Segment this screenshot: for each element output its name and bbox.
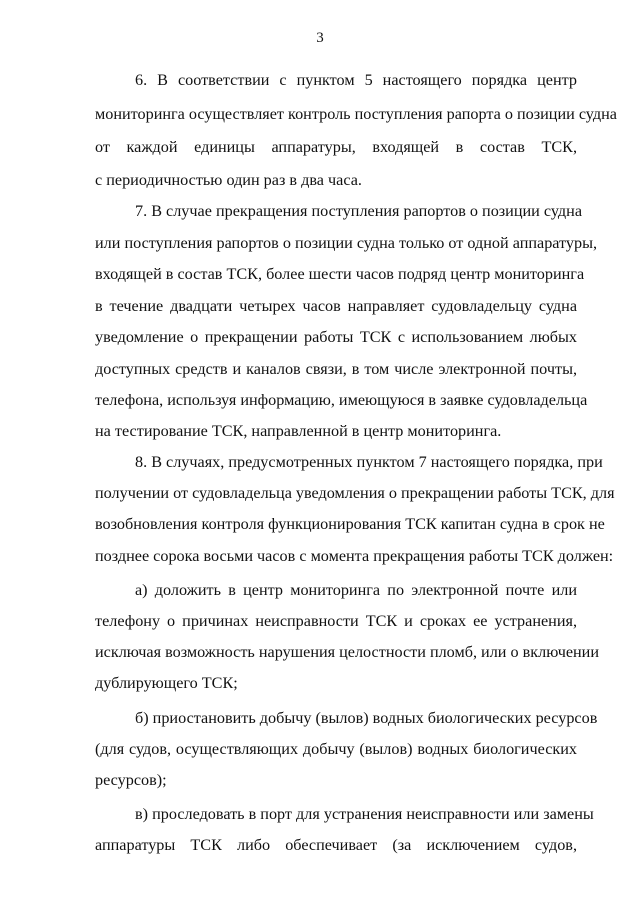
text-line: 8. В случаях, предусмотренных пунктом 7 настоящего порядка, при (135, 453, 603, 471)
text-line: получении от судовладельца уведомления о прекращении работы ТСК, для (95, 484, 615, 502)
text-line: б) приостановить добычу (вылов) водных биологических ресурсов (135, 709, 598, 727)
text-line: телефону о причинах неисправности ТСК и сроках ее устранения, (95, 612, 577, 630)
text-line: дублирующего ТСК; (95, 674, 238, 692)
text-line: ресурсов); (95, 771, 167, 789)
text-line: доступных средств и каналов связи, в том числе электронной почты, (95, 360, 577, 378)
text-line: от каждой единицы аппаратуры, входящей в состав ТСК, (95, 138, 577, 156)
text-line: а) доложить в центр мониторинга по электронной почте или (135, 581, 577, 599)
text-line: входящей в состав ТСК, более шести часов подряд центр мониторинга (95, 265, 585, 283)
text-line: уведомление о прекращении работы ТСК с использованием любых (95, 328, 577, 346)
text-line: возобновления контроля функционирования ТСК капитан судна в срок не (95, 515, 605, 533)
text-line: 6. В соответствии с пунктом 5 настоящего порядка центр (135, 71, 577, 89)
page-number: 3 (316, 30, 324, 46)
text-line: телефона, используя информацию, имеющуюся в заявке судовладельца (95, 391, 588, 409)
text-line: или поступления рапортов о позиции судна только от одной аппаратуры, (95, 234, 598, 252)
text-line: с периодичностью один раз в два часа. (95, 171, 362, 189)
text-line: 7. В случае прекращения поступления рапортов о позиции судна (135, 202, 583, 220)
text-line: (для судов, осуществляющих добычу (вылов) водных биологических (95, 740, 577, 758)
text-line: в течение двадцати четырех часов направляет судовладельцу судна (95, 297, 577, 315)
text-line: мониторинга осуществляет контроль поступления рапорта о позиции судна (95, 105, 617, 123)
text-line: исключая возможность нарушения целостности пломб, или о включении (95, 643, 600, 661)
text-line: на тестирование ТСК, направленной в центр мониторинга. (95, 422, 502, 440)
text-line: позднее сорока восьми часов с момента прекращения работы ТСК должен: (95, 547, 614, 565)
text-line: в) проследовать в порт для устранения неисправности или замены (135, 805, 594, 823)
text-line: аппаратуры ТСК либо обеспечивает (за исключением судов, (95, 836, 577, 854)
